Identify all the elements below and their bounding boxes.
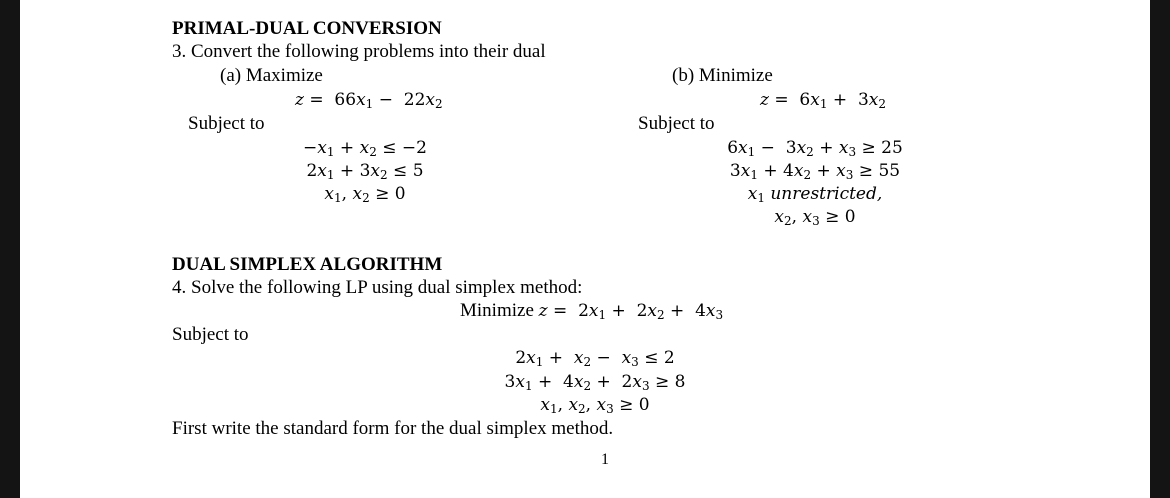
- part-b-constraint-1: $6x_1 - 3x_2 + x_3 \ge 25$: [727, 138, 903, 159]
- problem-4-subject-to: Subject to: [172, 324, 249, 345]
- part-a-constraint-2: $2x_1 + 3x_2 \le 5$: [306, 161, 424, 182]
- section-title-primal-dual: PRIMAL-DUAL CONVERSION: [172, 18, 442, 39]
- part-b-label: (b) Minimize: [672, 65, 773, 86]
- problem-4-objective: Minimize $z = 2x_1 + 2x_2 + 4x_3$: [460, 300, 724, 322]
- problem-3-statement: 3. Convert the following problems into their dual: [172, 41, 546, 62]
- minimize-label: Minimize: [460, 300, 534, 321]
- part-a-label: (a) Maximize: [220, 65, 323, 86]
- part-b-subject-to: Subject to: [638, 113, 715, 134]
- problem-4-constraint-1: $2x_1 + x_2 - x_3 \le 2$: [515, 348, 675, 369]
- part-a-subject-to: Subject to: [188, 113, 265, 134]
- part-b-nonnegativity: $x_2$, $x_3 \ge 0$: [774, 207, 856, 228]
- part-a-nonnegativity: $x_1$, $x_2 \ge 0$: [324, 184, 406, 205]
- part-a-objective: $z = 66x_1 - 22x_2$: [295, 90, 443, 111]
- problem-4-instruction: First write the standard form for the dual simplex method.: [172, 418, 614, 439]
- section-title-dual-simplex: DUAL SIMPLEX ALGORITHM: [172, 254, 443, 275]
- problem-4-statement: 4. Solve the following LP using dual simplex method:: [172, 277, 583, 298]
- document-page: [20, 0, 1150, 498]
- part-b-unrestricted: $x_1$ unrestricted,: [747, 184, 883, 205]
- unrestricted-text: unrestricted,: [770, 184, 883, 204]
- problem-4-constraint-2: $3x_1 + 4x_2 + 2x_3 \ge 8$: [504, 372, 686, 393]
- page-number: 1: [601, 451, 609, 468]
- problem-4-nonnegativity: $x_1$, $x_2$, $x_3 \ge 0$: [540, 395, 650, 416]
- part-a-constraint-1: $-x_1 + x_2 \le -2$: [303, 138, 427, 159]
- part-b-constraint-2: $3x_1 + 4x_2 + x_3 \ge 55$: [729, 161, 901, 182]
- part-b-objective: $z = 6x_1 + 3x_2$: [760, 90, 886, 111]
